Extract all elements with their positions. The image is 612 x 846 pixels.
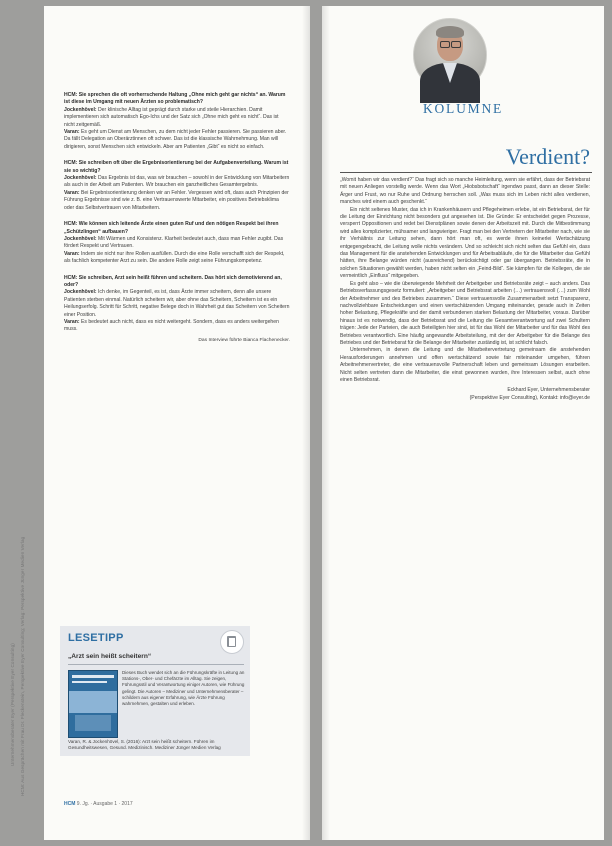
paragraph: Unternehmen, in denen die Leitung und die Mitarbeitervertretung gemeinsam die anstehenden Herausforderungen annehmen und offen wertschätzend sowie fair miteinander umgehen, führen Arbeitnehmervertreter, die eine vertrauensvolle Partnerschaft leben und gemeinsam Lösungen erarbeiten. Nicht selten vertreten dann die Mitarbeiter, die einst gewonnen wurden, ihre Interessen selbst, auch ohne einen Betriebsrat. — [340, 347, 590, 383]
divider — [68, 664, 244, 665]
author-portrait — [413, 18, 487, 92]
interview-answer: Varan: Bei Ergebnisorientierung denken wir an Fehler. Vergessen wird oft, dass auch Prinzipien der Führung Ergebnisse sind wie z. B. eine Vertrauenswerte Mitarbeiter, ein positives Betriebsklima oder das Selbstvertrauen von Mitarbeitern. — [64, 189, 289, 211]
title-rule — [340, 172, 592, 173]
gutter-shadow — [322, 6, 330, 840]
interview-question: HCM: Wie können sich leitende Ärzte einen guten Ruf und den nötigen Respekt bei ihren „Schützlingen“ aufbauen? — [64, 221, 279, 235]
lesetipp-title: LESETIPP — [68, 632, 124, 644]
interview-credit: Das Interview führte Bianca Flachenecker. — [198, 337, 290, 343]
side-credit-2: HCM: Aus Gesprächen mit Frau Dr. Fleckenstein, Perspektive Eyer Consulting; Verlag: Perspektive Jünger Medien Verlag — [20, 536, 25, 796]
left-page — [10, 6, 310, 840]
footer-issue: 9. Jg. · Ausgabe 1 · 2017 — [76, 801, 133, 807]
side-credit-1: Unternehmensberater Eyer (Perspektive Eyer Consulting) — [10, 643, 15, 766]
interview-column — [64, 92, 290, 344]
qa-block — [64, 92, 290, 151]
interview-answer: Jockenhövel: Mit Wärmen und Konsistenz. Klarheit bedeutet auch, dass man Fehler zugibt. Das fördert Respekt und Vertrauen. — [64, 235, 284, 250]
column-text — [340, 177, 590, 402]
gutter-shadow — [302, 6, 310, 840]
section-label: KOLUMNE — [422, 101, 504, 116]
paragraph: „Womit haben wir das verdient?“ Das fragt sich so manche Heimleitung, wenn sie erfährt, dass der Betriebsrat mit neuen Anliegen vorstellig werde. Wenn das Wort „Hiobsbotschaft“ irgendwo passt, dann an dieser Stelle: Ärger und Frust, wo nur Ruhe und Ordnung herrschen soll. „Was muss sich im Leben nicht alles verdienen, manches wird einem auch geschenkt.“ — [340, 177, 590, 206]
footer-brand: HCM — [64, 801, 76, 807]
book-icon — [220, 630, 244, 654]
interview-answer: Jockenhövel: Das Ergebnis ist das, was wir brauchen – sowohl in der Entwicklung von Mitarbeitern als auch in der Arbeit am Patienten. Wir brauchen ein ganzheitliches Gesamtergebnis. — [64, 175, 290, 189]
lesetipp-reference: Varan, R. & Jockenhövel, S. (2016): Arzt sein heißt scheitern. Führen im Gesundheitswesen, Gesund. Medizinisch. Mediziner Jünger Medien Verlag — [68, 739, 221, 751]
qa-block — [64, 160, 290, 212]
qa-block — [64, 275, 290, 334]
page-footer — [64, 801, 133, 807]
interview-answer: Varan: Es bedeutet auch nicht, dass es nicht weitergeht. Sondern, dass es anders weitergehen muss. — [64, 318, 279, 333]
lesetipp-body: Dieses Buch wendet sich an die Führungskräfte in Leitung an Stations-, Ober- und Chefärzte im Alltag. Sie zeigen, Führungsstil und Verantwortung einiger Autoren, wie Führung gelingt. Die Autoren – Mediziner und Unternehmensberater – schildern aus eigener Erfahrung, wie Ärzte Führung wahrnehmen, gestalten und erleben. — [122, 670, 245, 707]
article-title: Verdient? — [505, 144, 590, 169]
right-page — [322, 6, 604, 840]
interview-question: HCM: Sie schreiben, Arzt sein heißt führen und scheitern. Das hört sich demotivierend an, oder? — [64, 274, 282, 288]
paragraph: Ein nicht seltenes Muster, das ich in Krankenhäusern und Pflegeheimen erlebe, ist ein Betriebsrat, der für die Leitung der Einrichtung nicht besonders gut angesehen ist. Die Gründe: Er entscheidet gegen Prozesse, versperrt Oppositionen und redet bei Dienstplänen sowie denen der Arbeitszeit mit. Durch die Mitbestimmung wird alles komplizierter, mühsamer und langwieriger. Fragt man bei den Vertretern der Mitarbeiter nach, wie sie ihr Verhältnis zur Leitung sehen, dann hört man oft, es werde ihnen keinerlei Wertschätzung entgegengebracht, die Leitung wolle nichts verändern. Und so schleicht sich nicht selten das Gefühl ein, dass das Management für die anstehenden Entwicklungen und für Arbeitsabläufe, die für die Mitarbeiter das Gefühl hätten, ihre Belange würden nicht (ausreichend) berücksichtigt oder gar übergangen. Betriebsräte, die in solchen Situationen gewählt werden, haben nicht selten ein „Feind-Bild“. Sie kämpfen für die Kollegen, die sie vermeintlich „Einfluss“ mitgegeben. — [340, 206, 590, 280]
lesetipp-subtitle: „Arzt sein heißt scheitern“ — [68, 653, 152, 660]
interview-answer: Jockenhövel: Ich denke, im Gegenteil, es ist, dass Ärzte immer scheitern, denn alle unsere Patienten sterben einmal. Natürlich scheitern wir, aber ohne das Scheitern, Scheitern ist es ein Heilungserfolg. Schritt für Schritt, negative Belege doch in Wahrheit gut das Scheitern von Scheitern einer Position. — [64, 289, 290, 318]
interview-question: HCM: Sie schreiben oft über die Ergebnisorientierung bei der Aufgabenverteilung. Warum ist sie so wichtig? — [64, 160, 289, 174]
author-signature: Eckhard Eyer, Unternehmensberater (Perspektive Eyer Consulting), Kontakt: info@eyer.de — [469, 387, 590, 401]
interview-answer: Varan: Es geht um Dienst am Menschen, zu dem nicht jeder Fehler passieren. Sie passieren aber. Da fällt Delegation an Oberärztinnen oft schwer. Das ist die klassische Wahrnehmung. Man will dirigieren, sonst Menschen sich entwickeln. Aber am Patienten „Gibt“ es nicht so einfach. — [64, 129, 287, 150]
qa-block — [64, 221, 290, 265]
interview-answer: Varan: Indem sie nicht nur ihre Rollen ausfüllen. Durch die eine Rolle verschafft sich der Respekt, als fachlich kompetenter Arzt zu sein. Die andere Rolle zeigt seine Führungskompetenz. — [64, 250, 285, 265]
interview-question: HCM: Sie sprechen die oft vorherrschende Haltung „Ohne mich geht gar nichts“ an. Warum ist diese im Umgang mit neuen Ärzten so problematisch? — [64, 92, 286, 106]
paragraph: Es geht also – wie die überwiegende Mehrheit der Arbeitgeber und Betriebsräte zeigt – auch anders. Das Betriebsverfassungsgesetz formuliert: „Arbeitgeber und Betriebsrat arbeiten (…) vertrauensvoll (…) zum Wohl der Arbeitnehmer und des Betriebes zusammen.“ Diese vertrauensvolle Zusammenarbeit setzt Transparenz, nachvollziehbare Entscheidungen und einen wertschätzenden Umgang miteinander, gerade auch in Zeiten hoher Belastung, Pflegekräfte und der damit verbundenen starken Belastung der Mitarbeiter, voraus. Darüber hinaus ist es notwendig, dass der Betriebsrat und die Leitung die Gesamtverantwortung auf zwei Schultern trägen: Jede der Parteien, die auch Beteiligten hier sind, ist für das Wohl der Mitarbeiter und für das Wohl des Betriebes verantwortlich. Eine häufig angewandte Arbeitsteilung, mit der der Arbeitgeber für die Belange des Betriebes und der Betriebsrat für die Belange der Mitarbeiter zuständig ist, ist schlicht falsch. — [340, 280, 590, 346]
interview-answer: Jockenhövel: Der klinische Alltag ist geprägt durch starke und steile Hierarchien. Damit implementieren sich automatisch Ego-Ichs und der Satz sich „Ohne mich geht es nicht“. Das ist nicht zeitgemäß. — [64, 106, 279, 128]
lesetipp-box — [60, 626, 250, 756]
book-cover-image — [68, 670, 118, 738]
